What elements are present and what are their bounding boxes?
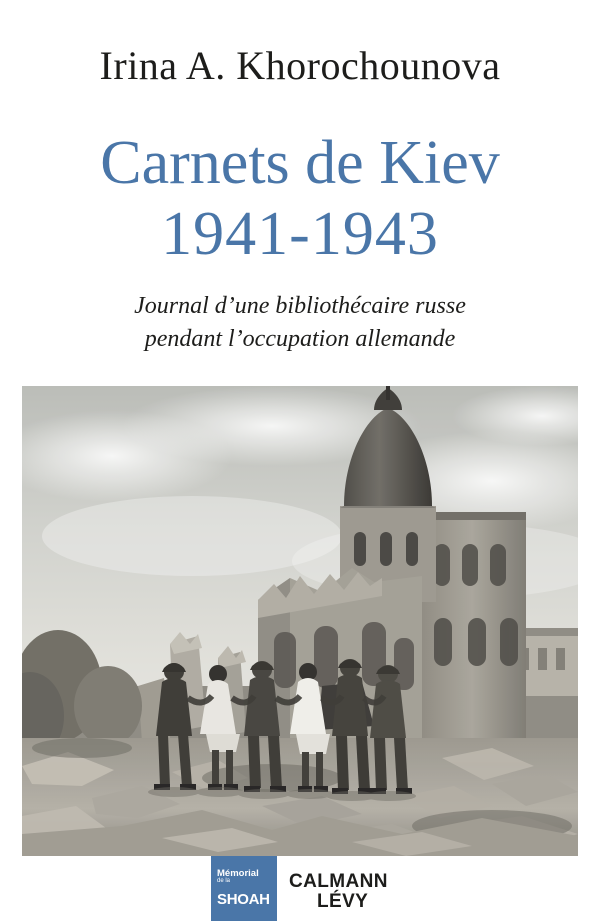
memorial-logo-line-3: SHOAH [217,891,270,908]
calmann-logo-line-2: LÉVY [317,891,369,912]
memorial-logo-line-1: Mémorial [217,868,259,879]
publisher-logos [211,856,389,921]
book-title [0,129,600,269]
subtitle-line-2: pendant l’occupation allemande [144,326,456,353]
calmann-logo-line-1: CALMANN [289,871,388,892]
publisher-strip [0,856,600,921]
subtitle-line-1: Journal d’une bibliothécaire russe [134,293,466,319]
memorial-de-la-shoah-logo [211,856,277,921]
photograph-artwork [22,386,578,856]
author-name: Irina A. Khorochounova [99,43,501,88]
title-line-2: 1941-1943 [161,200,439,269]
cover-photograph [22,386,578,856]
title-line-1: Carnets de Kiev [100,129,500,197]
memorial-logo-line-2: de la [217,878,231,884]
book-subtitle [0,290,600,356]
calmann-levy-logo [277,856,389,921]
